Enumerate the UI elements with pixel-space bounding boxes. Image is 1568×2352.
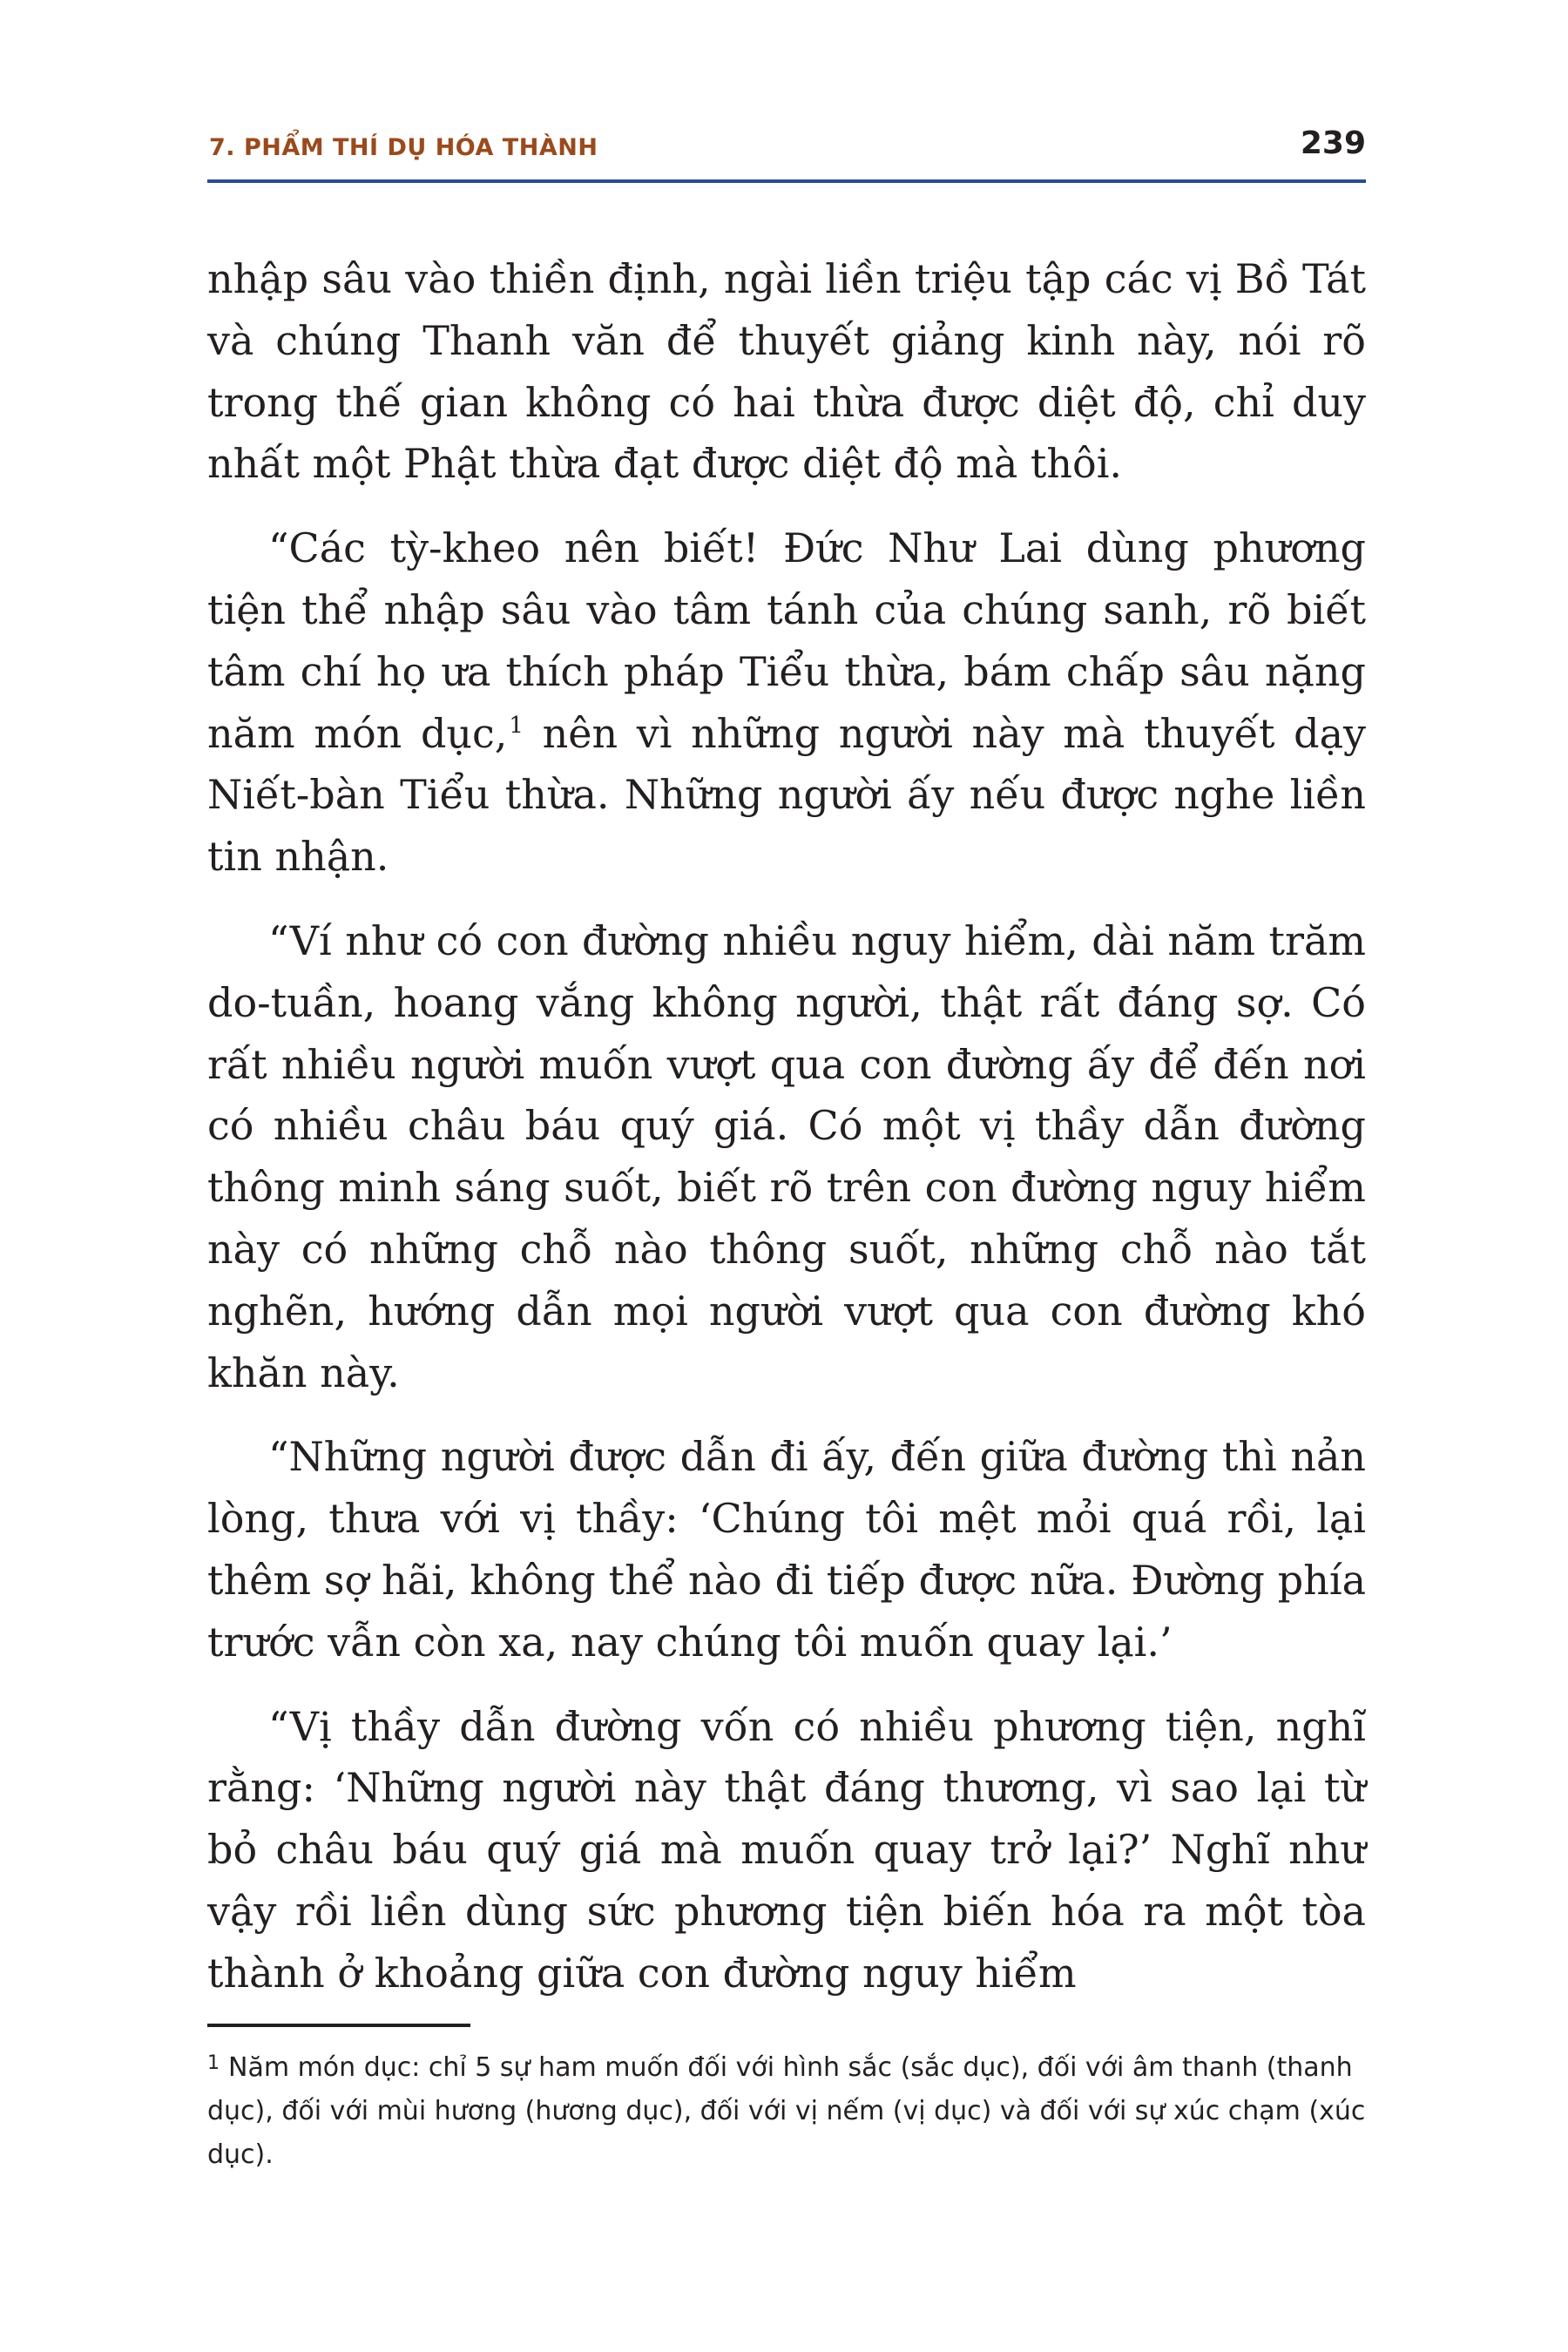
footnote: [207, 2042, 1366, 2177]
paragraph-text: “Các tỳ-kheo nên biết! Đức Như Lai dùng phương tiện thể nhập sâu vào tâm tánh của chúng sanh, rõ biết tâm chí họ ưa thích pháp Tiểu thừa, bám chấp sâu nặng năm món dục,: [207, 524, 1366, 757]
footnote-reference[interactable]: 1: [509, 713, 524, 740]
paragraph-tieu-thua: [207, 517, 1366, 888]
chapter-title: 7. PHẨM THÍ DỤ HÓA THÀNH: [209, 134, 598, 161]
paragraph-con-duong: “Ví như có con đường nhiều nguy hiểm, dài năm trăm do-tuần, hoang vắng không người, thật rất đáng sợ. Có rất nhiều người muốn vượt qua con đường ấy để đến nơi có nhiều châu báu quý giá. Có một vị thầy dẫn đường thông minh sáng suốt, biết rõ trên con đường nguy hiểm này có những chỗ nào thông suốt, những chỗ nào tắt nghẽn, hướng dẫn mọi người vượt qua con đường khó khăn này.: [207, 916, 1366, 1396]
paragraph-text: nên vì những người này mà thuyết dạy Niết-bàn Tiểu thừa. Những người ấy nếu được nghe liền tin nhận.: [207, 709, 1367, 881]
page-number: 239: [1300, 125, 1366, 161]
footnote-marker: 1: [207, 2052, 220, 2074]
footnote-text: Năm món dục: chỉ 5 sự ham muốn đối với hình sắc (sắc dục), đối với âm thanh (thanh dục), đối với mùi hương (hương dục), đối với vị nếm (vị dục) và đối với sự xúc chạm (xúc dục).: [207, 2052, 1366, 2170]
footnote-divider: [207, 2024, 470, 2027]
running-header: [207, 122, 1366, 183]
paragraph-hoa-thanh: “Vị thầy dẫn đường vốn có nhiều phương tiện, nghĩ rằng: ‘Những người này thật đáng thương, vì sao lại từ bỏ châu báu quý giá mà muốn quay trở lại?’ Nghĩ như vậy rồi liền dùng sức phương tiện biến hóa ra một tòa thành ở khoảng giữa con đường nguy hiểm: [207, 1702, 1366, 1997]
paragraph-nan-long: “Những người được dẫn đi ấy, đến giữa đường thì nản lòng, thưa với vị thầy: ‘Chúng tôi mệt mỏi quá rồi, lại thêm sợ hãi, không thể nào đi tiếp được nữa. Đường phía trước vẫn còn xa, nay chúng tôi muốn quay lại.’: [207, 1433, 1366, 1666]
paragraph-continuation: nhập sâu vào thiền định, ngài liền triệu tập các vị Bồ Tát và chúng Thanh văn để thuyết giảng kinh này, nói rõ trong thế gian không có hai thừa được diệt độ, chỉ duy nhất một Phật thừa đạt được diệt độ mà thôi.: [207, 255, 1366, 488]
body-text: [207, 248, 1366, 2027]
